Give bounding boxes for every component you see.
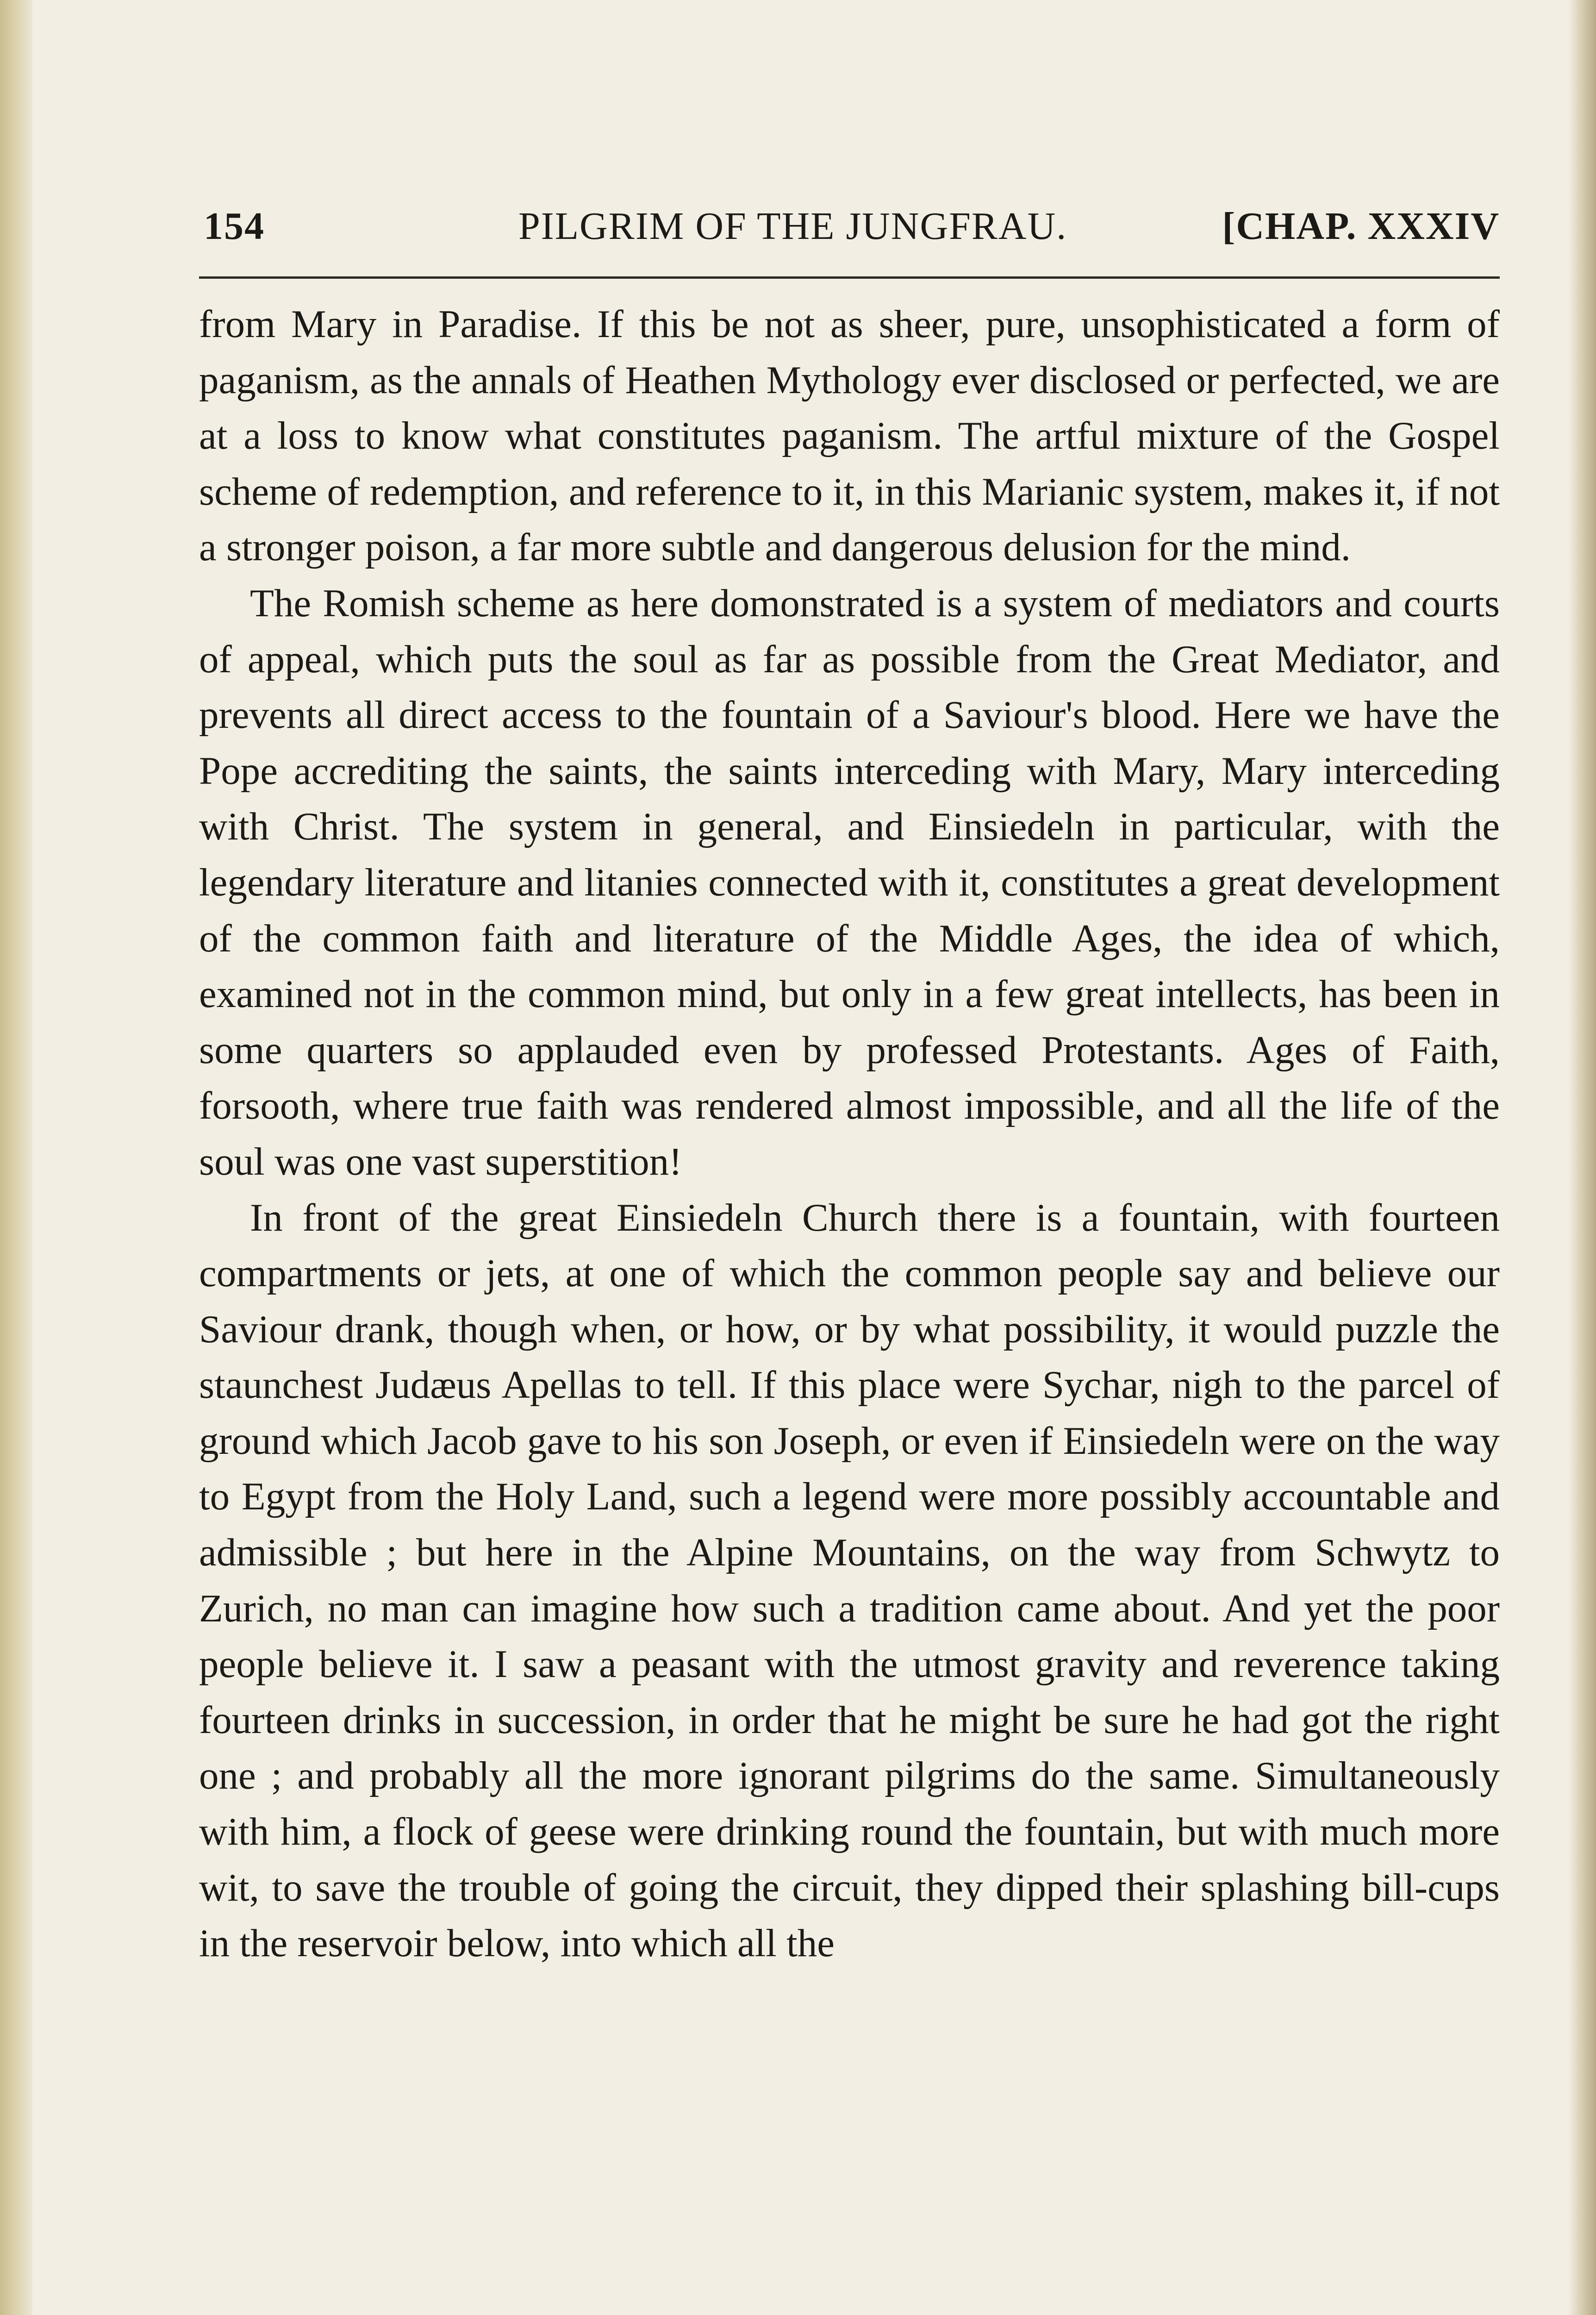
body-text (199, 296, 1500, 1971)
paragraph-1: from Mary in Paradise. If this be not as sheer, pure, unsophisticated a form of paganism, as the annals of Heathen Mythology ever disclosed or perfected, we are at a loss to know what constitutes paganism. The artful mixture of the Gospel scheme of redemption, and reference to it, in this Marianic system, makes it, if not a stronger poison, a far more subtle and dangerous delusion for the mind. (199, 302, 1500, 569)
page-gutter (0, 0, 32, 2315)
page-number: 154 (204, 205, 265, 248)
header-rule (199, 276, 1500, 279)
paragraph-2: The Romish scheme as here domonstrated is a system of mediators and courts of appeal, which puts the soul as far as possible from the Great Mediator, and prevents all direct access to the fountain of a Saviour's blood. Here we have the Pope accrediting the saints, the saints interceding with Mary, Mary interceding with Christ. The system in general, and Einsiedeln in particular, with the legendary literature and litanies connected with it, constitutes a great development of the common faith and literature of the Middle Ages, the idea of which, examined not in the common mind, but only in a few great intellects, has been in some quarters so applauded even by professed Protestants. Ages of Faith, forsooth, where true faith was rendered almost impossible, and all the life of the soul was one vast superstition! (199, 581, 1500, 1183)
running-header (199, 204, 1500, 259)
running-title: PILGRIM OF THE JUNGFRAU. (518, 205, 1067, 248)
page-edge (1568, 0, 1596, 2315)
chapter-reference: [CHAP. XXXIV (1222, 205, 1500, 248)
paragraph-3: In front of the great Einsiedeln Church there is a fountain, with fourteen compartments or jets, at one of which the common people say and believe our Saviour drank, though when, or how, or by what possibility, it would puzzle the staunchest Judæus Apellas to tell. If this place were Sychar, nigh to the parcel of ground which Jacob gave to his son Joseph, or even if Einsiedeln were on the way to Egypt from the Holy Land, such a legend were more possibly accountable and admissible ; but here in the Alpine Mountains, on the way from Schwytz to Zurich, no man can imagine how such a tradition came about. And yet the poor people believe it. I saw a peasant with the utmost gravity and reverence taking fourteen drinks in succession, in order that he might be sure he had got the right one ; and probably all the more ignorant pilgrims do the same. Simultaneously with him, a flock of geese were drinking round the fountain, but with much more wit, to save the trouble of going the circuit, they dipped their splashing bill-cups in the reservoir below, into which all the (199, 1195, 1500, 1965)
